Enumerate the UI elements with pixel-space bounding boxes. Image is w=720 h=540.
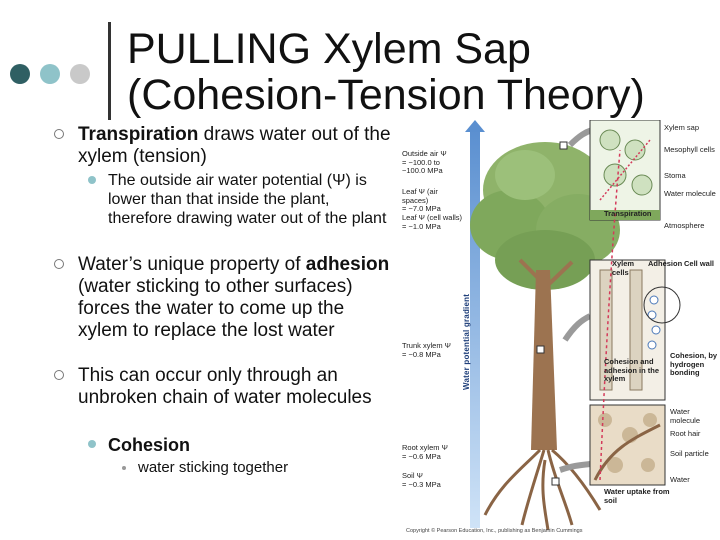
gradient-arrow-icon <box>465 120 485 132</box>
label-stoma: Stoma <box>664 171 686 180</box>
bullet-ring-icon <box>54 370 64 380</box>
label-outside-air: Outside air Ψ = −100.0 to −100.0 MPa <box>402 149 447 175</box>
bullet-bold-term: Transpiration <box>78 124 199 145</box>
label-leaf-air: Leaf Ψ (air spaces) = −7.0 MPa <box>402 187 441 213</box>
gradient-bar <box>470 128 480 528</box>
label-atmosphere: Atmosphere <box>664 221 705 230</box>
label-leaf-cell: Leaf Ψ (cell walls) = −1.0 MPa <box>402 213 463 231</box>
label-water: Water <box>670 475 690 484</box>
bullet-adhesion <box>78 254 396 342</box>
label-soil: Soil Ψ = −0.3 MPa <box>402 471 441 489</box>
label-root-hair: Root hair <box>670 429 701 438</box>
subbullet-text: The outside air water potential (Ψ) is lower than that inside the plant, therefore drawing water out of the plant <box>108 172 387 227</box>
bullet-unbroken-chain <box>78 365 396 409</box>
subbullet-air-potential <box>108 171 390 228</box>
label-soil-particle: Soil particle <box>670 449 709 458</box>
label-root: Root xylem Ψ = −0.6 MPa <box>402 443 448 461</box>
label-cohesion-hb: Cohesion, by hydrogen bonding <box>670 351 718 377</box>
bullet-dot-icon <box>88 440 96 448</box>
title-line-2: (Cohesion-Tension Theory) <box>127 71 645 119</box>
bullet-small-dot-icon <box>122 466 126 470</box>
label-water-molecule: Water molecule <box>664 189 716 198</box>
label-xylem-sap: Xylem sap <box>664 123 700 132</box>
bullet-ring-icon <box>54 129 64 139</box>
bullet-dot-icon <box>88 176 96 184</box>
copyright-note: Copyright © Pearson Education, Inc., publishing as Benjamin Cummings <box>406 528 583 534</box>
bullet-text-pre: Water’s unique property of <box>78 254 306 275</box>
bullet-bold-term: adhesion <box>305 254 390 275</box>
subbullet-cohesion <box>108 434 390 456</box>
tree-trunk <box>531 270 557 450</box>
bullet-text: draws water out of the xylem (tension) <box>78 124 391 167</box>
subsubbullet-cohesion-def <box>138 459 378 477</box>
gradient-label: Water potential gradient <box>462 293 471 390</box>
label-adhesion: Adhesion <box>648 259 683 268</box>
subsubbullet-text: water sticking together <box>138 459 289 476</box>
bullet-transpiration <box>78 124 396 168</box>
xylem-transport-diagram <box>400 120 720 540</box>
subbullet-text: Cohesion <box>108 435 191 455</box>
label-transpiration: Transpiration <box>604 209 652 218</box>
title-line-1: PULLING Xylem Sap <box>127 25 531 73</box>
label-mesophyll: Mesophyll cells <box>664 145 715 154</box>
label-cell-wall: Cell wall <box>684 259 715 268</box>
bullet-text-post: (water sticking to other surfaces) forces the water to come up the xylem to replace the lost water <box>78 276 353 341</box>
label-cohesion-adhesion: Cohesion and adhesion in the xylem <box>604 357 660 383</box>
label-xylem-cells: Xylem cells <box>612 259 635 277</box>
label-trunk: Trunk xylem Ψ = −0.8 MPa <box>402 341 451 359</box>
label-water-molecule-2: Water molecule <box>670 407 701 425</box>
root-inset <box>590 405 665 485</box>
bullet-ring-icon <box>54 259 64 269</box>
leaf-inset <box>590 120 660 220</box>
label-water-uptake: Water uptake from soil <box>604 487 670 505</box>
bullet-text: This can occur only through an unbroken chain of water molecules <box>78 365 372 408</box>
